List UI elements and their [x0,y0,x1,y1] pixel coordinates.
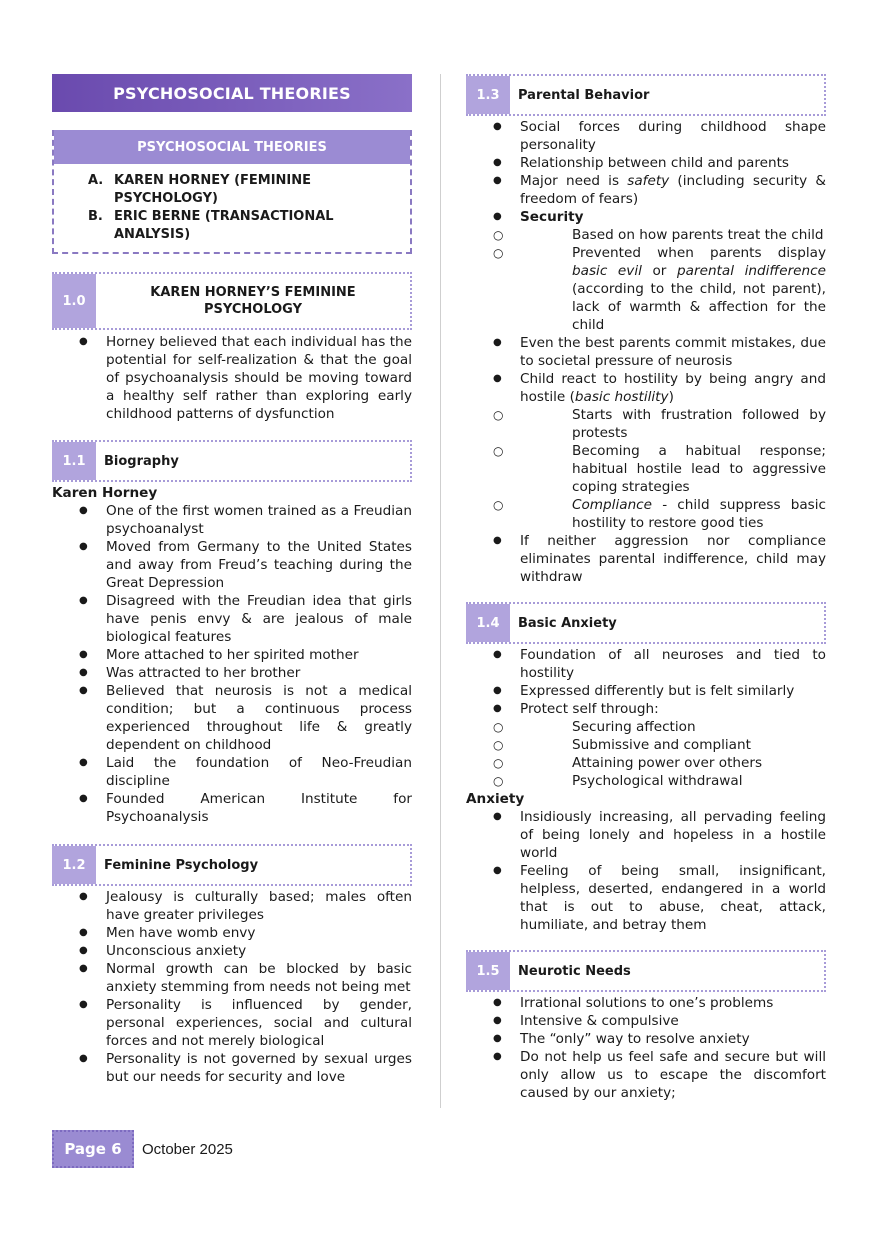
list-item: ● Normal growth can be blocked by basic anxiety stemming from needs not being met [52,960,412,996]
section-header-1-0 [52,272,412,330]
section-1-0-list [52,333,412,423]
section-number: 1.3 [466,76,510,114]
list-item: ● Insidiously increasing, all pervading feeling of being lonely and hopeless in a hostile world [466,808,826,862]
section-header-1-4 [466,602,826,644]
page-footer [52,1130,233,1168]
sub-list-item: ○ Becoming a habitual response; habitual hostile lead to aggressive coping strategies [466,442,826,496]
list-item: ● The “only” way to resolve anxiety [466,1030,826,1048]
section-title: Feminine Psychology [104,857,259,873]
sub-list-item: ○ Compliance - child suppress basic hostility to restore good ties [466,496,826,532]
subheading-anxiety: Anxiety [466,791,525,807]
list-item: ● Horney believed that each individual has the potential for self-realization & that the goal of psychoanalysis should be moving toward a healthy self rather than exploring early childhood patterns of dysfunction [52,333,412,423]
list-item: ● Relationship between child and parents [466,154,826,172]
section-title: Biography [104,453,179,469]
list-item: ● Believed that neurosis is not a medical condition; but a continuous process experienced throughout life & greatly dependent on childhood [52,682,412,754]
section-header-1-2 [52,844,412,886]
list-item: ● Laid the foundation of Neo-Freudian discipline [52,754,412,790]
sub-list-item: ○ Prevented when parents display basic evil or parental indifference (according to the child, not parent), lack of warmth & affection for the child [466,244,826,334]
list-item: ● Expressed differently but is felt similarly [466,682,826,700]
section-1-2-list [52,888,412,1086]
left-column [52,74,412,1086]
section-1-5-list [466,994,826,1102]
sub-list-item: ○ Psychological withdrawal [466,772,826,790]
sub-list-item: ○ Based on how parents treat the child [466,226,826,244]
list-item: ● Disagreed with the Freudian idea that girls have penis envy & are jealous of male biological features [52,592,412,646]
section-header-1-1 [52,440,412,482]
sub-list-item: ○ Submissive and compliant [466,736,826,754]
section-title: KAREN HORNEY’S FEMININE PSYCHOLOGY [150,285,356,317]
section-number: 1.1 [52,442,96,480]
list-item: ● Feeling of being small, insignificant, helpless, deserted, endangered in a world that is out to abuse, cheat, attack, humiliate, and betray them [466,862,826,934]
section-title: Parental Behavior [518,87,650,103]
list-item: ● Do not help us feel safe and secure but will only allow us to escape the discomfort caused by our anxiety; [466,1048,826,1102]
page-number: Page 6 [52,1130,134,1168]
right-column [466,74,826,1102]
section-number: 1.4 [466,604,510,642]
list-item: ● One of the first women trained as a Freudian psychoanalyst [52,502,412,538]
sub-list-item: ○ Attaining power over others [466,754,826,772]
list-item: ● Was attracted to her brother [52,664,412,682]
toc-item: A. KAREN HORNEY (FEMININE PSYCHOLOGY) [88,173,312,206]
footer-date: October 2025 [142,1140,233,1158]
list-item: ● Major need is safety (including security & freedom of fears) [466,172,826,208]
column-divider [440,74,441,1108]
list-item: ● More attached to her spirited mother [52,646,412,664]
section-1-4-list [466,646,826,790]
section-title: Neurotic Needs [518,963,631,979]
list-item: ● Protect self through: ○ Securing affection ○ Submissive and compliant ○ Attaining power over others ○ Psychological withdrawal [466,700,826,790]
page-title: PSYCHOSOCIAL THEORIES [52,74,412,112]
sub-list-item: ○ Starts with frustration followed by protests [466,406,826,442]
list-item: ● Personality is not governed by sexual urges but our needs for security and love [52,1050,412,1086]
list-item: ● Intensive & compulsive [466,1012,826,1030]
list-item: ● Even the best parents commit mistakes, due to societal pressure of neurosis [466,334,826,370]
section-title: Basic Anxiety [518,615,617,631]
section-number: 1.0 [52,274,96,328]
sub-list-item: ○ Securing affection [466,718,826,736]
table-of-contents [52,130,412,254]
subheading-karen-horney: Karen Horney [52,485,158,501]
list-item: ● Foundation of all neuroses and tied to hostility [466,646,826,682]
section-number: 1.2 [52,846,96,884]
list-item: ● Men have womb envy [52,924,412,942]
section-number: 1.5 [466,952,510,990]
list-item: ● If neither aggression nor compliance eliminates parental indifference, child may withdraw [466,532,826,586]
anxiety-list [466,808,826,934]
list-item: ● Jealousy is culturally based; males often have greater privileges [52,888,412,924]
list-item: ● Unconscious anxiety [52,942,412,960]
list-item: ● Security ○ Based on how parents treat the child ○ Prevented when parents display basic evil or parental indifference (according to the child, not parent), lack of warmth & affection for the child [466,208,826,334]
list-item: ● Irrational solutions to one’s problems [466,994,826,1012]
section-header-1-3 [466,74,826,116]
list-item: ● Personality is influenced by gender, personal experiences, social and cultural forces and not merely biological [52,996,412,1050]
list-item: ● Social forces during childhood shape personality [466,118,826,154]
section-header-1-5 [466,950,826,992]
toc-item: B. ERIC BERNE (TRANSACTIONAL ANALYSIS) [88,209,334,242]
toc-heading: PSYCHOSOCIAL THEORIES [54,130,410,164]
section-1-1-list [52,502,412,826]
section-1-3-list [466,118,826,586]
list-item: ● Child react to hostility by being angry and hostile (basic hostility) ○ Starts with frustration followed by protests ○ Becoming a habitual response; habitual hostile lead to aggressive coping strategies ○ Compliance - child suppress basic hostility to restore good ties [466,370,826,532]
list-item: ● Founded American Institute for Psychoanalysis [52,790,412,826]
list-item: ● Moved from Germany to the United States and away from Freud’s teaching during the Great Depression [52,538,412,592]
